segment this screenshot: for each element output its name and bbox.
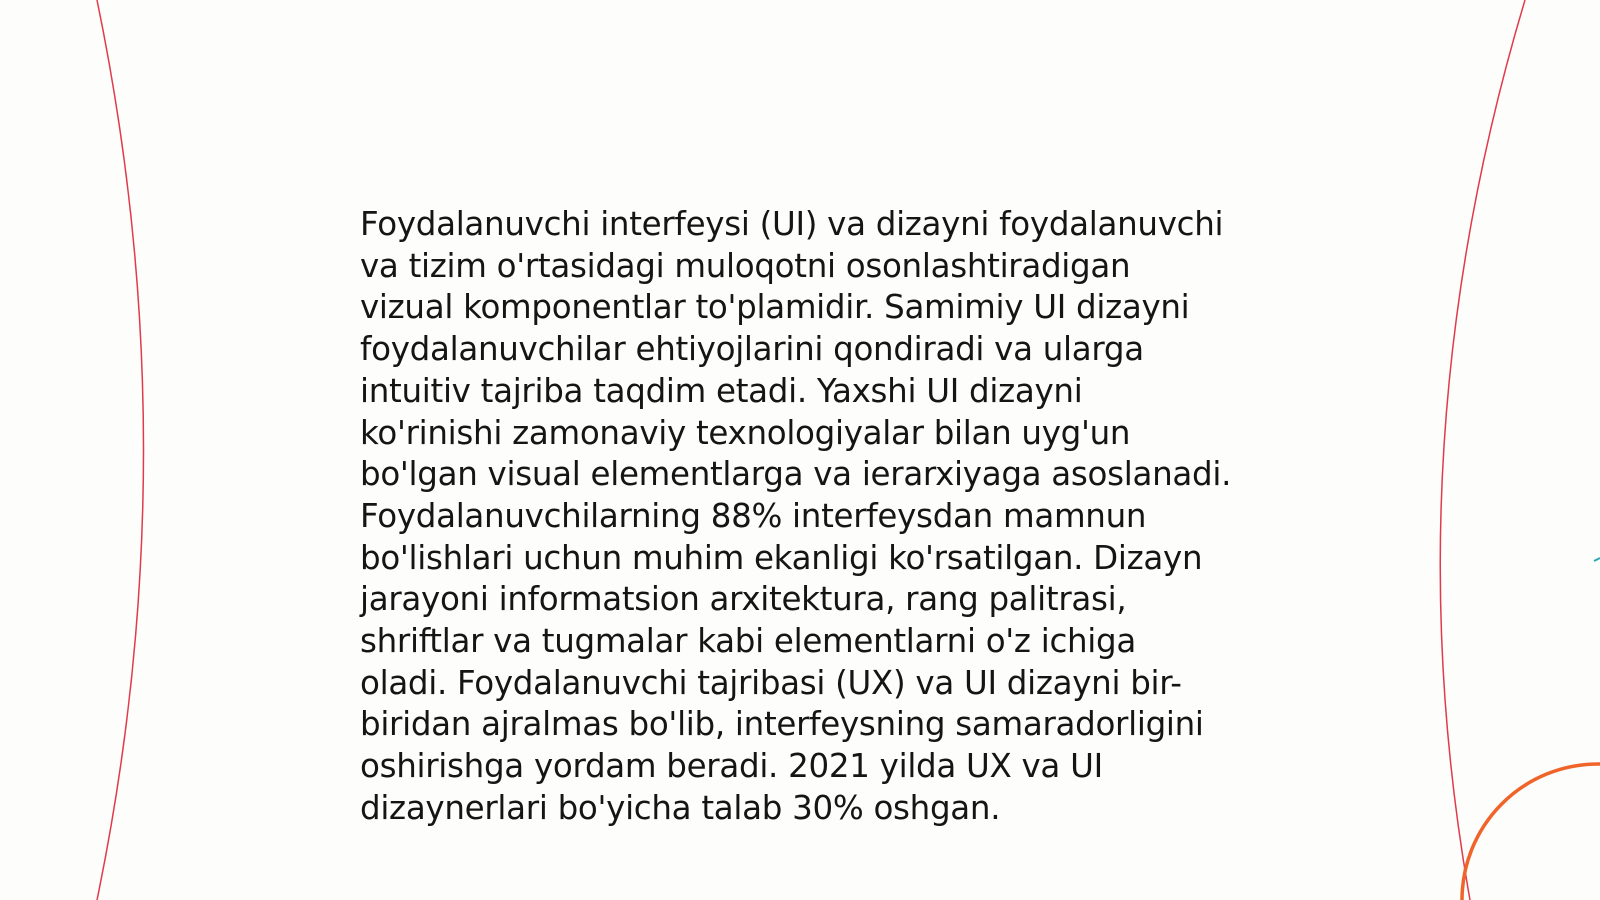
orange-circle-arc [1462,764,1600,900]
paragraph-line: bo'lgan visual elementlarga va ierarxiyaga asoslanadi. [360,455,1232,494]
teal-mark [1594,558,1600,561]
left-arc-curve [97,0,144,900]
paragraph-line: dizaynerlari bo'yicha talab 30% oshgan. [360,788,1001,827]
paragraph-line: intuitiv tajriba taqdim etadi. Yaxshi UI dizayni [360,371,1083,410]
paragraph-line: va tizim o'rtasidagi muloqotni osonlashtiradigan [360,246,1131,285]
paragraph-line: Foydalanuvchi interfeysi (UI) va dizayni foydalanuvchi [360,205,1224,243]
paragraph-line: jarayoni informatsion arxitektura, rang palitrasi, [360,580,1127,619]
paragraph-line: oladi. Foydalanuvchi tajribasi (UX) va UI dizayni bir- [360,663,1182,702]
paragraph-line: Foydalanuvchilarning 88% interfeysdan mamnun [360,496,1147,535]
body-paragraph [360,204,1260,830]
paragraph-line: vizual komponentlar to'plamidir. Samimiy UI dizayni [360,288,1190,327]
paragraph-line: shriftlar va tugmalar kabi elementlarni o'z ichiga [360,622,1136,661]
paragraph-line: foydalanuvchilar ehtiyojlarini qondiradi va ularga [360,330,1144,369]
paragraph-line: bo'lishlari uchun muhim ekanligi ko'rsatilgan. Dizayn [360,538,1203,577]
paragraph-line: biridan ajralmas bo'lib, interfeysning samaradorligini [360,705,1204,744]
right-arc-curve [1440,0,1525,900]
paragraph-line: ko'rinishi zamonaviy texnologiyalar bilan uyg'un [360,413,1131,452]
paragraph-line: oshirishga yordam beradi. 2021 yilda UX va UI [360,747,1103,786]
